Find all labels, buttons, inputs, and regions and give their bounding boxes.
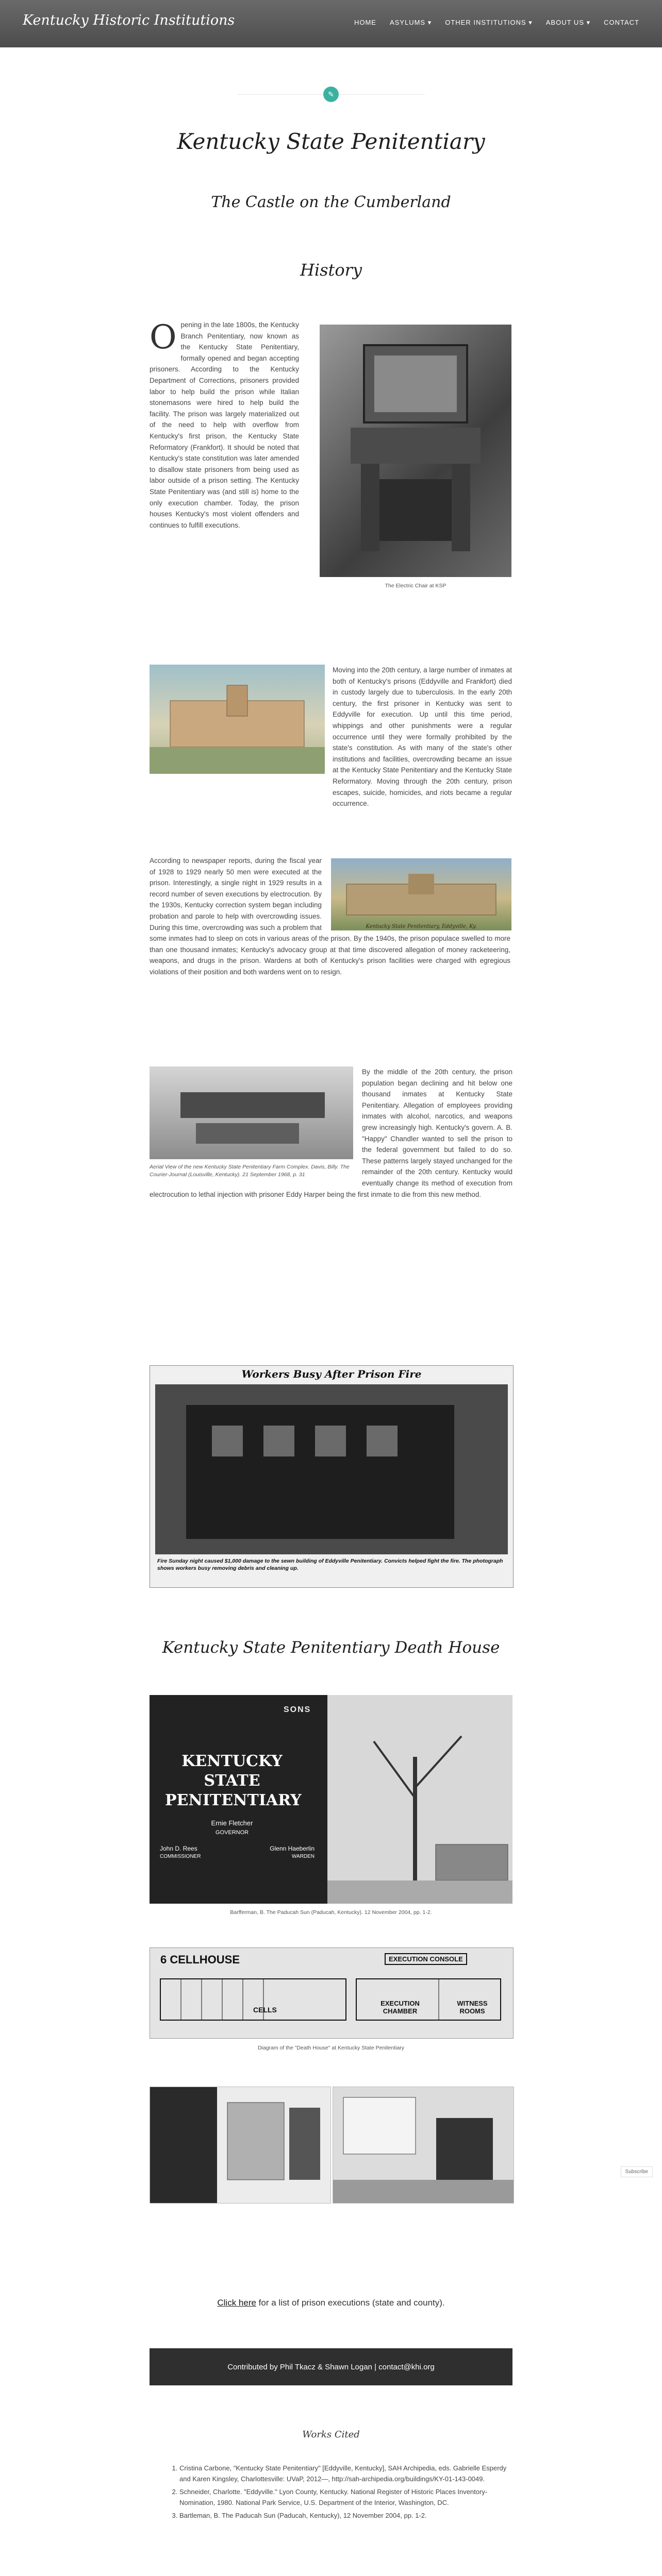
diagram-caption: Diagram of the "Death House" at Kentucky State Penitentiary <box>257 2045 405 2051</box>
sign-commissioner <box>160 1844 227 1861</box>
sign-warden-name: Glenn Haeberlin <box>270 1845 315 1852</box>
page-title: Kentucky State Penitentiary <box>177 129 485 154</box>
sign-governor <box>165 1819 299 1837</box>
castle-postcard-image <box>150 665 325 774</box>
execution-chamber-photo <box>150 2087 331 2204</box>
main-nav <box>354 19 639 27</box>
sign-warden <box>237 1844 315 1861</box>
diagram-witness-label: WITNESS ROOMS <box>457 1999 488 2015</box>
pencil-icon: ✎ <box>323 87 339 102</box>
prison-fire-newspaper-clipping <box>150 1365 514 1588</box>
history-paragraph-4 <box>150 1066 512 1200</box>
sign-photo-caption: Barfferman, B. The Paducah Sun (Paducah, Kentucky). 12 November 2004, pp. 1-2. <box>230 1909 432 1916</box>
nav-home[interactable]: HOME <box>354 19 376 26</box>
death-house-exterior <box>327 1695 512 1904</box>
nav-asylums[interactable]: ASYLUMS ▾ <box>389 19 432 26</box>
sign-commissioner-name: John D. Rees <box>160 1845 197 1852</box>
sign-commissioner-title: COMMISSIONER <box>160 1854 201 1859</box>
paragraph-text-3: According to newspaper reports, during the fiscal year of 1928 to 1929 nearly 50 men were executed at the prison. Interestingly, a single night in 1929 results in a record number of seven executions by electrocution. By the 1930s, Kentucky correction system began including probation and parole to help with overcrowding issues. During this time, overcrowding was such a problem that some inmates had to sleep on cots in various areas of the prison. By the 1940s, the prison populace swelled to more than one thousand inmates; Kentucky's advocacy group at that time discovered allegation of money racketeering, weapons, and drugs in the prison. Wardens at both of Kentucky's prison facilities were charged with egregious violations of their position and both wardens went on to resign. <box>150 857 510 976</box>
site-header <box>0 0 662 47</box>
history-paragraph-1 <box>150 319 299 531</box>
history-paragraph-2: Moving into the 20th century, a large number of inmates at both of Kentucky's prisons (Eddyville and Frankfort) died in custody largely due to tuberculosis. In the early 20th century, the first prisoner in Kentucky was sent to Eddyville for execution. Up until this time period, whippings and other punishments were a regular occurrence until they were formally prohibited by the state's constitution. As with many of the state's other institutions and facilities, overcrowding became an issue at the Kentucky State Penitentiary and the Kentucky State Reformatory. Moving through the 20th century, prison escapes, suicide, homicides, and riots became a regular occurrence. <box>333 666 512 808</box>
diagram-execution-chamber-label: EXECUTION CHAMBER <box>380 1999 420 2015</box>
news-headline: Workers Busy After Prison Fire <box>241 1368 422 1380</box>
references-list <box>170 2463 515 2523</box>
sign-title <box>165 1752 302 1810</box>
executions-link-line <box>150 2298 512 2308</box>
sign-governor-title: GOVERNOR <box>215 1829 249 1836</box>
diagram-console-label: EXECUTION CONSOLE <box>385 1953 467 1965</box>
diagram-cellhouse-label: 6 CELLHOUSE <box>160 1953 240 1966</box>
reference-item: 3. Bartleman, B. The Paducah Sun (Paducah, Kentucky), 12 November 2004, pp. 1-2. <box>179 2510 515 2521</box>
reference-item: 2. Schneider, Charlotte. "Eddyville." Lyon County, Kentucky. National Register of Historic Places Inventory-Nomination, 1980. National Park Service, U.S. Department of the Interior, Washington, DC. <box>179 2486 515 2508</box>
site-title[interactable]: Kentucky Historic Institutions <box>23 12 235 28</box>
paragraph-text-4: By the middle of the 20th century, the prison population began declining and hit below one thousand inmates at Kentucky State Penitentiary. Allegation of employees providing inmates with alcohol, narcotics, and weapons grew increasingly high. Kentucky's govern. A. B. "Happy" Chandler wanted to sell the prison to the federal government but failed to do so. These patterns largely stayed unchanged for the remainder of the 20th century. Kentucky would eventually change its method of execution from electrocution to lethal injection with prisoner Eddy Harper being the first inmate to die from this new method. <box>150 1068 512 1198</box>
death-house-heading: Kentucky State Penitentiary Death House <box>162 1638 500 1657</box>
diagram-cells-label: CELLS <box>253 2006 277 2014</box>
nav-other-institutions[interactable]: OTHER INSTITUTIONS ▾ <box>445 19 533 26</box>
subscribe-button[interactable]: Subscribe <box>621 2166 653 2177</box>
works-cited-heading: Works Cited <box>302 2429 360 2440</box>
page-subtitle: The Castle on the Cumberland <box>211 193 451 211</box>
electric-chair-caption: The Electric Chair at KSP <box>385 583 446 589</box>
prison-sign-photo <box>150 1695 512 1904</box>
nav-contact[interactable]: CONTACT <box>604 19 639 26</box>
sign-side-text: SONS <box>284 1705 311 1714</box>
sign-warden-title: WARDEN <box>291 1854 315 1859</box>
aerial-view-caption: Aerial View of the new Kentucky State Penitentiary Farm Complex. Davis, Billy. The Courier-Journal (Louisville, Kentucky). 21 September 1968, p. 31 <box>150 1164 350 1178</box>
prison-sign <box>150 1695 327 1904</box>
nav-about-us[interactable]: ABOUT US ▾ <box>545 19 591 26</box>
postcard-label: Kentucky State Penitentiary, Eddyville, Ky. <box>366 924 477 929</box>
sign-line-1: KENTUCKY <box>181 1752 283 1770</box>
drop-cap: O <box>150 318 177 357</box>
electric-chair-photo <box>320 325 511 577</box>
death-house-diagram <box>150 1947 514 2039</box>
witness-room-photo <box>333 2087 514 2204</box>
history-heading: History <box>300 260 362 280</box>
sign-line-3: PENITENTIARY <box>165 1791 302 1809</box>
prison-color-photo <box>331 858 511 930</box>
news-caption: Fire Sunday night caused $1,000 damage to the sewn building of Eddyville Penitentiary. Convicts helped fight the fire. The photograph shows workers busy removing debris and cleaning up. <box>157 1558 503 1571</box>
paragraph-text: pening in the late 1800s, the Kentucky Branch Penitentiary, now known as the Kentucky State Penitentiary, formally opened and began accepting prisoners. According to the Kentucky Department of Corrections, prisoners provided labor to help build the prison while Italian stonemasons were hired to help build the facility. The prison was largely materialized out of the need to help with overflow from Kentucky's first prison, the Kentucky State Reformatory (Frankfort). It should be noted that Kentucky's state constitution was later amended to disallow state prisoners from being used as labor outside of a prison setting. The Kentucky State Penitentiary was (and still is) home to the only execution chamber. Today, the prison houses Kentucky's most violent offenders and continues to fulfill executions. <box>150 321 299 529</box>
sign-line-2: STATE <box>204 1772 260 1790</box>
sign-governor-name: Ernie Fletcher <box>211 1819 253 1827</box>
executions-link-rest: for a list of prison executions (state and county). <box>256 2298 445 2308</box>
executions-list-link[interactable]: Click here <box>217 2298 256 2308</box>
contributed-by-banner: Contributed by Phil Tkacz & Shawn Logan | contact@khi.org <box>150 2348 512 2385</box>
reference-item: 1. Cristina Carbone, "Kentucky State Penitentiary" [Eddyville, Kentucky], SAH Archipedia, eds. Gabrielle Esperdy and Karen Kingsley, Charlottesville: UVaP, 2012—, http://sah-archipedia.org/buildings/KY-01-143-0049. <box>179 2463 515 2484</box>
